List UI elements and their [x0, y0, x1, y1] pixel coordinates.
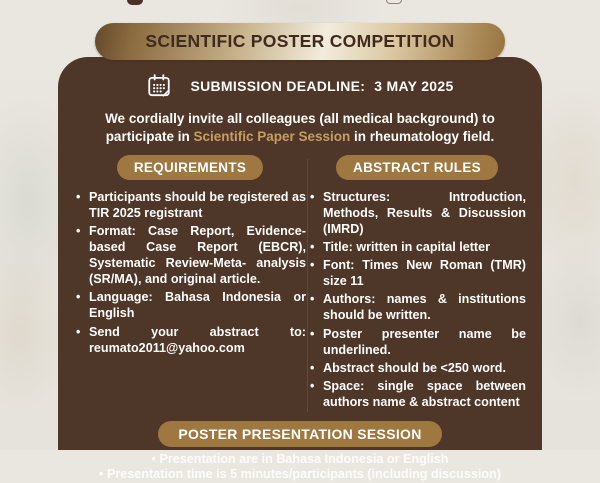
two-column-area	[58, 155, 542, 412]
list-item: • Font: Times New Roman (TMR) size 11	[310, 257, 526, 289]
list-item: • Presentation are in Bahasa Indonesia or English	[58, 452, 542, 467]
list-item: • Structures: Introduction, Methods, Results & Discussion (IMRD)	[310, 189, 526, 237]
poster-presentation-list	[58, 452, 542, 483]
abstract-rules-section	[308, 155, 526, 412]
invitation-before: We cordially invite all colleagues (all medical background) to participate in	[105, 111, 495, 144]
deadline-text	[190, 78, 453, 94]
requirements-title: REQUIREMENTS	[133, 159, 247, 175]
poster-presentation-header	[158, 421, 441, 447]
cropped-decoration	[127, 0, 143, 5]
list-item: • Language: Bahasa Indonesia or English	[76, 289, 306, 321]
deadline-date: 3 MAY 2025	[374, 78, 454, 94]
competition-title: SCIENTIFIC POSTER COMPETITION	[145, 31, 455, 51]
list-item: • Authors: names & institutions should be written.	[310, 291, 526, 323]
requirements-list	[74, 189, 306, 356]
calendar-icon	[146, 73, 172, 99]
poster-panel	[58, 57, 542, 482]
list-item: • Send your abstract to: reumato2011@yahoo.com	[76, 324, 306, 356]
requirements-header	[117, 155, 263, 180]
list-item: • Presentation time is 5 minutes/participants (including discussion)	[58, 467, 542, 482]
cropped-calculator-icon	[386, 0, 402, 4]
abstract-rules-list	[308, 189, 526, 410]
abstract-rules-title: ABSTRACT RULES	[353, 159, 481, 175]
list-item: • Poster presenter name be underlined.	[310, 326, 526, 358]
list-item: • Title: written in capital letter	[310, 239, 526, 255]
requirements-section	[74, 155, 306, 358]
abstract-rules-header	[336, 155, 498, 180]
list-item: • Participants should be registered as TIR 2025 registrant	[76, 189, 306, 221]
poster-presentation-title: POSTER PRESENTATION SESSION	[178, 426, 422, 443]
list-item: • Abstract should be <250 word.	[310, 360, 526, 376]
invitation-highlight: Scientific Paper Session	[193, 128, 351, 144]
competition-title-banner	[95, 23, 505, 60]
invitation-after: in rheumatology field.	[350, 128, 495, 144]
list-item: • Space: single space between authors name & abstract content	[310, 378, 526, 410]
deadline-label: SUBMISSION DEADLINE:	[190, 78, 366, 94]
submission-deadline-row	[58, 71, 542, 101]
list-item: • Format: Case Report, Evidence-based Case Report (EBCR), Systematic Review-Meta- analysis (SR/MA), and original article.	[76, 223, 306, 287]
poster-presentation-section	[58, 421, 542, 483]
invitation-text	[84, 110, 516, 146]
